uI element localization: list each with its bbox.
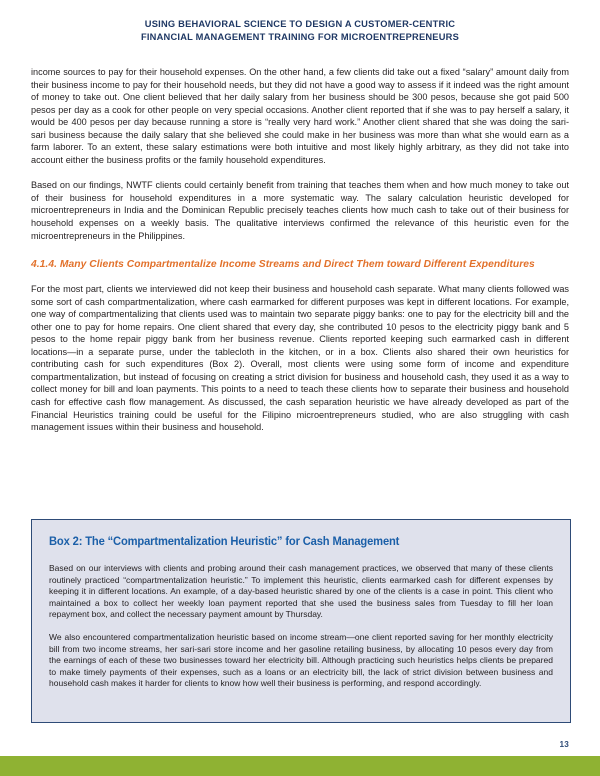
callout-box-paragraph-2: We also encountered compartmentalization heuristic based on income stream—one client reported saving for her monthly electricity bill from two income streams, her sari-sari store income and her gasoline retailing business, by allocating 10 pesos every day from the earnings of each of these two businesses toward her electricity bill. Although practicing such heuristics helps clients be prepared to make timely payments of their expenses, such as a loans or an electricity bill, the lack of strict division between business and household cash makes it harder for clients to know how well their business is performing, and respond accordingly. bbox=[49, 631, 553, 689]
body-content bbox=[31, 66, 569, 434]
callout-box-2 bbox=[31, 519, 571, 723]
running-header bbox=[30, 18, 570, 44]
running-header-line-2: FINANCIAL MANAGEMENT TRAINING FOR MICROENTREPRENEURS bbox=[140, 32, 460, 43]
paragraph-continued-income-sources: income sources to pay for their household expenses. On the other hand, a few clients did take out a fixed “salary” amount daily from their business income to pay for their household needs, but they did not have a good way to assess if it indeed was the right amount of money to take out. One client believed that her daily salary from her business should be 300 pesos, because she got paid 500 pesos per day as a cook for other people on very special occasions. Another client reported that if she was to pay herself a salary, it would be 400 pesos per day because running a store is “really very hard work.” Another client shared that she was doing the sari-sari business because the daily salary that she believed she could make in her business was more than what she would earn as a farm laborer. To an extent, these salary estimations were both intuitive and most likely highly arbitrary, as they did not take into account either the business profits or the family household expenditures. bbox=[31, 67, 569, 165]
section-heading-4-1-4: 4.1.4. Many Clients Compartmentalize Income Streams and Direct Them toward Different Expenditures bbox=[31, 259, 535, 271]
paragraph-compartmentalization: For the most part, clients we interviewed did not keep their business and household cash separate. What many clients followed was some sort of cash compartmentalization, where cash earmarked for different purposes was kept in different locations. For example, one way of compartmentalizing that clients used was to maintain two separate piggy banks: one to pay for the electricity bill and the other one to pay for home repairs. One client shared that every day, she contributed 10 pesos to the electricity piggy bank and 5 pesos to the home repair piggy bank from her business revenue. Clients reported keeping such earmarked cash in different locations—in a separate purse, under the tablecloth in the kitchen, or in a box. Clients also shared their own heuristics for contributing cash for such expenditures (Box 2). Overall, most clients were using some form of income and expenditure compartmentalization, but instead of focusing on creating a strict division for business and household cash, they used it as a way to collect money for bill and loan payments. This points to a need to teach these clients how to separate their business and household cash for effective cash flow management. As discussed, the cash separation heuristic we have already developed as part of the Financial Heuristics training could be useful for the Filipino microentrepreneurs studied, who are also struggling with cash management issues within their business and household. bbox=[31, 284, 569, 433]
paragraph-findings-nwtf: Based on our findings, NWTF clients could certainly benefit from training that teaches them when and how much money to take out of their business for household expenditures in a more systematic way. The salary calculation heuristic developed for microentrepreneurs in India and the Dominican Republic precisely teaches clients how much cash to take out of their business for household expenses on a weekly basis. The qualitative interviews confirmed the relevance of this heuristic even for the microentrepreneurs in the Philippines. bbox=[31, 180, 569, 241]
callout-box-title: Box 2: The “Compartmentalization Heuristic” for Cash Management bbox=[49, 534, 400, 548]
page-number: 13 bbox=[559, 740, 569, 749]
footer-green-bar bbox=[0, 756, 600, 776]
callout-box-paragraph-1: Based on our interviews with clients and probing around their cash management practices, we observed that many of these clients routinely practiced “compartmentalization heuristic.” To implement this heuristic, clients earmarked cash for different expenses by keeping it in different locations. An example, of a day-based heuristic shared by one of the clients is a case in point. This client who maintained a box to collect her weekly loan payment reported that she used the business sales from Tuesday to fill her loan repayment box, and collect the necessary payment amount by Thursday. bbox=[49, 563, 553, 620]
running-header-line-1: USING BEHAVIORAL SCIENCE TO DESIGN A CUSTOMER-CENTRIC bbox=[144, 19, 456, 29]
